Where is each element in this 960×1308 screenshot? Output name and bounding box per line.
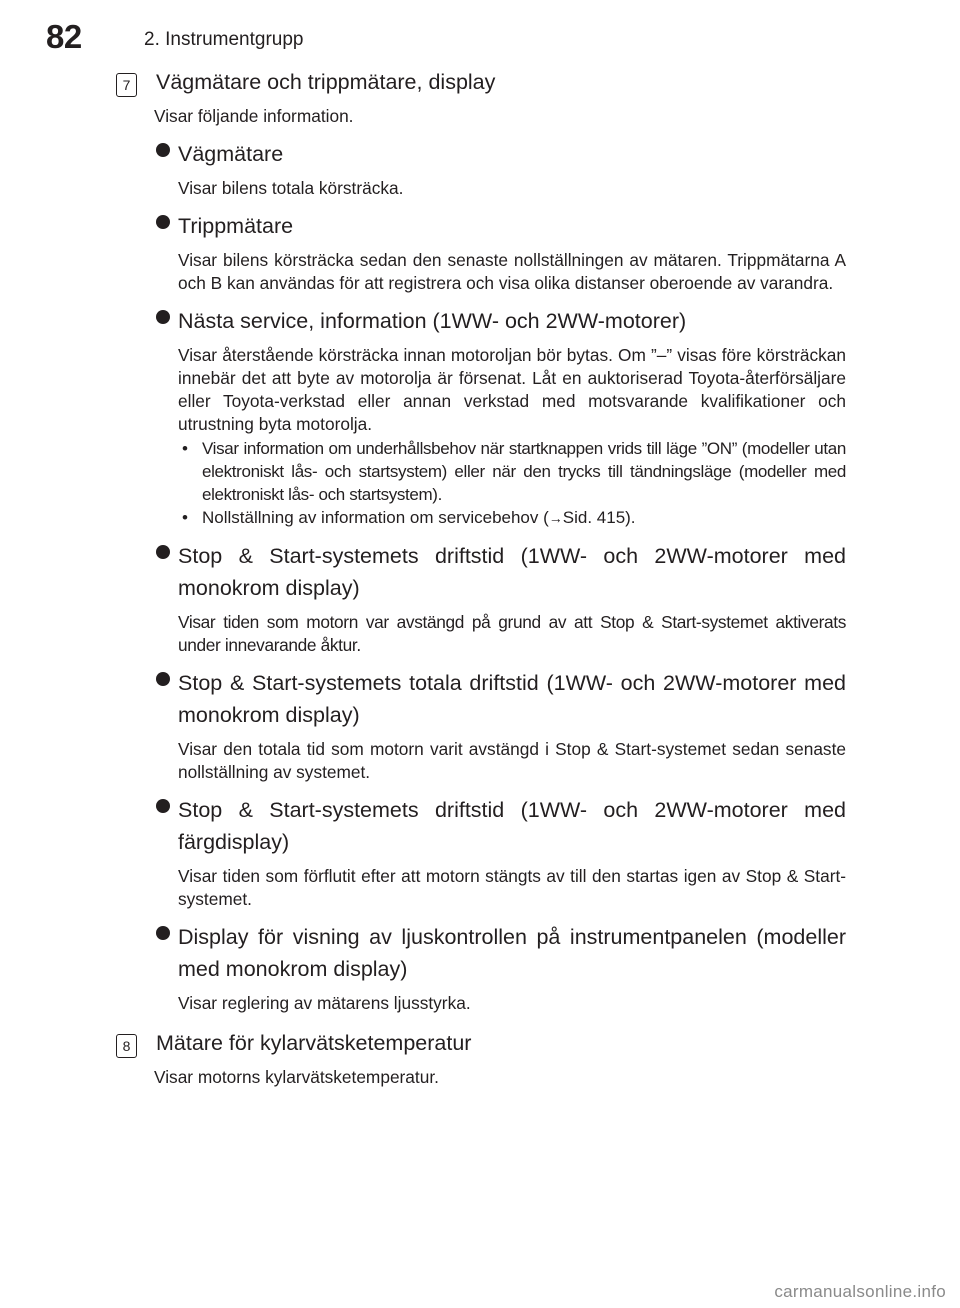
item-intro: Visar motorns kylarvätsketemperatur. [154,1067,439,1087]
item-number-badge: 7 [116,73,137,97]
subsection-title: Stop & Start-systemets totala driftstid (1WW- och 2WW-motorer med monokrom display) [178,671,846,727]
page-content [116,70,846,1089]
bullet-list [178,437,846,530]
subsection [116,540,846,657]
subsection-body: Visar den totala tid som motorn varit avstängd i Stop & Start-systemet sedan senaste nollställning av systemet. [178,739,846,782]
subsection-body: Visar tiden som förflutit efter att motorn stängts av till den startas igen av Stop & Start-systemet. [178,866,846,909]
item-heading [116,1031,846,1056]
item-title: Mätare för kylarvätsketemperatur [156,1031,472,1055]
bullet-icon [156,545,170,559]
section-title: 2. Instrumentgrupp [144,29,304,50]
bullet-icon [156,143,170,157]
subsection [116,794,846,911]
subsection [116,138,846,200]
item-title: Vägmätare och trippmätare, display [156,70,496,94]
list-item [178,506,846,530]
page-reference-link[interactable]: Sid. 415). [562,508,636,527]
subsection [116,921,846,1015]
bullet-icon [156,672,170,686]
subsection-title: Trippmätare [178,214,294,238]
bullet-icon [156,215,170,229]
subsection-title: Nästa service, information (1WW- och 2WW-motorer) [178,309,687,333]
subsection-title: Display för visning av ljuskontrollen på instrumentpanelen (modeller med monokrom display) [178,925,846,981]
subsection-body: Visar återstående körsträcka innan motoroljan bör bytas. Om ”–” visas före körsträckan innebär det att byte av motorolja är försenat. Låt en auktoriserad Toyota-återförsäljare eller Toyota-verkstad eller annan verkstad med motsvarande kvalifikationer och utrustning byta motorolja. [178,345,846,434]
subsection [116,305,846,530]
watermark: carmanualsonline.info [774,1282,946,1301]
item-number-badge: 8 [116,1034,137,1058]
bullet-icon [156,799,170,813]
subsection-body: Visar tiden som motorn var avstängd på grund av att Stop & Start-systemet aktiverats under innevarande åktur. [178,612,846,655]
item-heading [116,70,846,95]
subsection-body: Visar bilens totala körsträcka. [178,178,404,198]
subsection [116,210,846,295]
bullet-icon [156,310,170,324]
arrow-right-icon: → [548,510,563,526]
bullet-icon [156,926,170,940]
page-number: 82 [46,18,82,55]
subsection-title: Stop & Start-systemets driftstid (1WW- och 2WW-motorer med monokrom display) [178,544,846,600]
list-item-text: Nollställning av information om servicebehov ( [202,508,549,527]
subsection [116,667,846,784]
subsection-body: Visar reglering av mätarens ljusstyrka. [178,993,471,1013]
item-intro: Visar följande information. [154,106,354,126]
list-item: • Visar information om underhållsbehov när startknappen vrids till läge ”ON” (modeller utan elektroniskt lås- och startsystem) eller när den trycks till tändningsläge (modeller med elektroniskt lås- och startsystem). [178,437,846,506]
subsection-title: Vägmätare [178,142,284,166]
subsection-body: Visar bilens körsträcka sedan den senaste nollställningen av mätaren. Trippmätarna A och B kan användas för att registrera och visa olika distanser oberoende av varandra. [178,250,846,293]
subsection-title: Stop & Start-systemets driftstid (1WW- och 2WW-motorer med färgdisplay) [178,798,846,854]
